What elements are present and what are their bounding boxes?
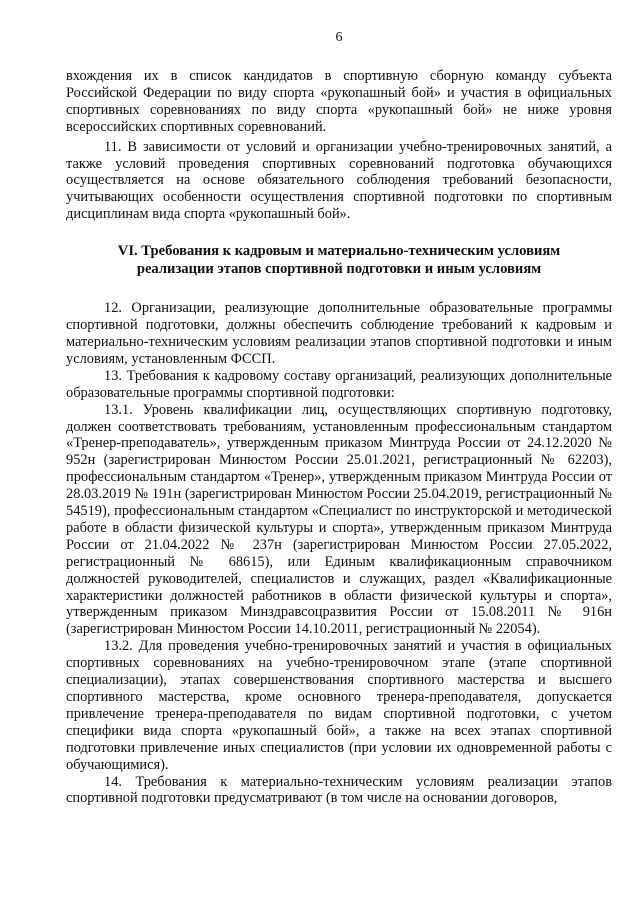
paragraph-item-14: 14. Требования к материально-техническим условиям реализации этапов спортивной подготовки предусматривают (в том числе на основании договоров, [66,773,612,807]
paragraph-item-12: 12. Организации, реализующие дополнительные образовательные программы спортивной подготовки, должны обеспечить соблюдение требований к кадровым и материально-техническим условиям реализации этапов спортивной подготовки и иным условиям, установленным ФССП. [66,300,612,367]
page-number: 6 [335,30,343,45]
paragraph-item-13-2: 13.2. Для проведения учебно-тренировочных занятий и участия в официальных спортивных соревнованиях на учебно-тренировочном этапе (этапе спортивной специализации), этапах совершенствования спортивного мастерства и высшего спортивного мастерства, кроме основного тренера-преподавателя, допускается привлечение тренера-преподавателя по видам спортивной подготовки, с учетом специфики вида спорта «рукопашный бой», а также на всех этапах спортивной подготовки привлечение иных специалистов (при условии их одновременной работы с обучающимися). [66,638,612,773]
section-heading-line-1: VI. Требования к кадровым и материально-техническим условиям [117,243,561,260]
section-heading-line-2: реализации этапов спортивной подготовки и иным условиям [136,260,542,277]
section-heading [66,243,612,278]
paragraph-item-13-1: 13.1. Уровень квалификации лиц, осуществляющих спортивную подготовку, должен соответствовать требованиям, установленным профессиональным стандартом «Тренер-преподаватель», утвержденным приказом Минтруда России от 24.12.2020 № 952н (зарегистрирован Минюстом России 25.01.2021, регистрационный № 62203), профессиональным стандартом «Тренер», утвержденным приказом Минтруда России от 28.03.2019 № 191н (зарегистрирован Минюстом России 25.04.2019, регистрационный № 54519), профессиональным стандартом «Специалист по инструкторской и методической работе в области физической культуры и спорта», утвержденным приказом Минтруда России от 21.04.2022 № 237н (зарегистрирован Минюстом России 27.05.2022, регистрационный № 68615), или Единым квалификационным справочником должностей руководителей, специалистов и служащих, раздел «Квалификационные характеристики должностей работников в области физической культуры и спорта», утвержденным приказом Минздравсоцразвития России от 15.08.2011 № 916н (зарегистрирован Минюстом России 14.10.2011, регистрационный № 22054). [66,401,612,638]
paragraph-continuation: вхождения их в список кандидатов в спортивную сборную команду субъекта Российской Федерации по виду спорта «рукопашный бой» и участия в официальных спортивных соревнованиях по виду спорта «рукопашный бой» не ниже уровня всероссийских спортивных соревнований. [66,68,612,135]
paragraph-item-11: 11. В зависимости от условий и организации учебно-тренировочных занятий, а также условий проведения спортивных соревнований подготовка обучающихся осуществляется на основе обязательного соблюдения требований безопасности, учитывающих особенности осуществления спортивной подготовки по спортивным дисциплинам вида спорта «рукопашный бой». [66,138,612,223]
paragraph-item-13: 13. Требования к кадровому составу организаций, реализующих дополнительные образовательные программы спортивной подготовки: [66,367,612,401]
